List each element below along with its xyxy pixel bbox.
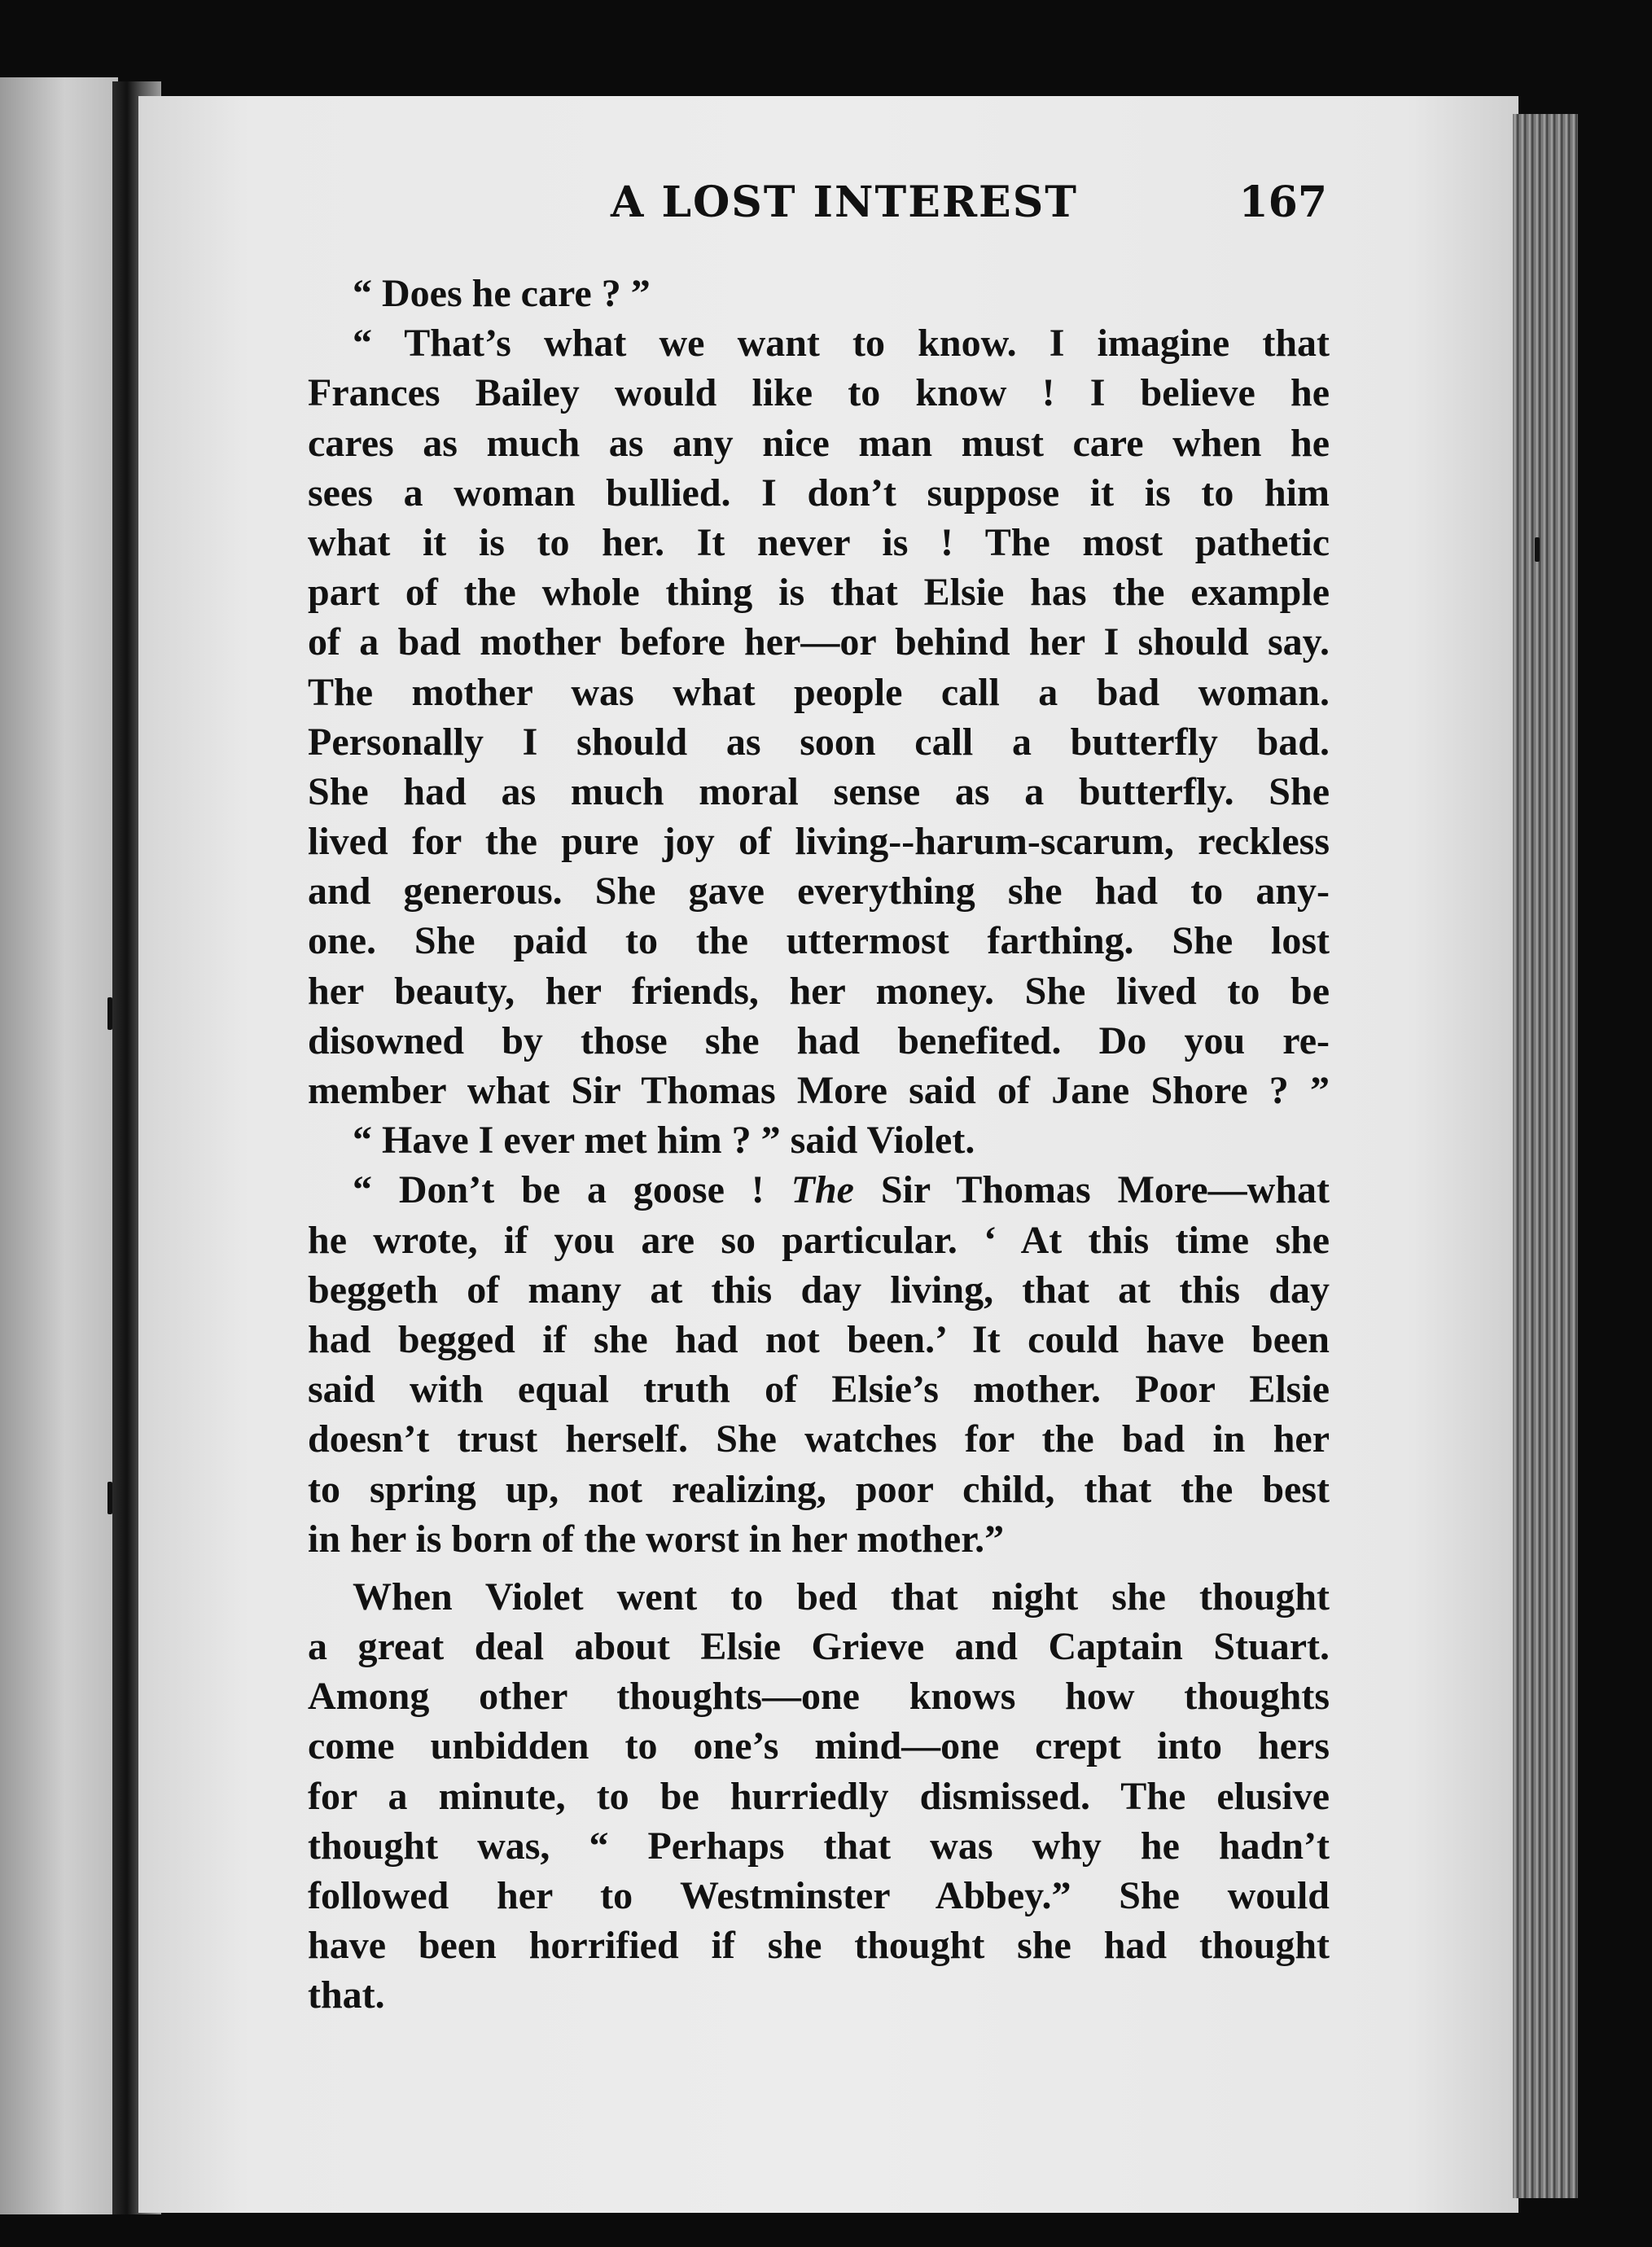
text-line: a great deal about Elsie Grieve and Captain Stuart. [308, 1625, 1330, 1669]
running-head [309, 177, 1327, 234]
text-line: to spring up, not realizing, poor child, that the best [308, 1467, 1330, 1511]
text-line: and generous. She gave everything she had to any- [308, 869, 1330, 913]
text-line: doesn’t trust herself. She watches for the bad in her [308, 1417, 1330, 1461]
edge-mark [107, 997, 112, 1030]
text-line: Frances Bailey would like to know ! I believe he [308, 371, 1330, 415]
running-title: A LOST INTEREST [611, 177, 1078, 227]
text-line: that. [308, 1973, 385, 2017]
text-line: what it is to her. It never is ! The most pathetic [308, 520, 1330, 564]
page-number: 167 [1238, 177, 1327, 227]
text-segment: “ Don’t be a goose ! [353, 1168, 765, 1212]
edge-mark [1535, 537, 1540, 562]
text-line: come unbidden to one’s mind—one crept into hers [308, 1724, 1330, 1768]
text-line: “ Have I ever met him ? ” said Violet. [353, 1119, 975, 1163]
text-line: part of the whole thing is that Elsie has the example [308, 571, 1330, 615]
text-line: beggeth of many at this day living, that at this day [308, 1268, 1330, 1312]
text-line: “ Does he care ? ” [353, 272, 651, 315]
text-line: lived for the pure joy of living--harum-scarum, reckless [308, 820, 1330, 864]
text-line: Among other thoughts—one knows how thoughts [308, 1675, 1330, 1719]
previous-page-edge [0, 77, 118, 2214]
text-line: member what Sir Thomas More said of Jane Shore ? ” [308, 1069, 1330, 1112]
text-line: disowned by those she had benefited. Do you re- [308, 1018, 1330, 1062]
text-line: had begged if she had not been.’ It could have been [308, 1317, 1330, 1361]
text-line: When Violet went to bed that night she thought [353, 1575, 1330, 1618]
text-line: Personally I should as soon call a butterfly bad. [308, 720, 1330, 764]
body-text [308, 269, 1330, 2021]
edge-mark [107, 1482, 112, 1514]
text-line: for a minute, to be hurriedly dismissed. The elusive [308, 1774, 1330, 1818]
text-line: he wrote, if you are so particular. ‘ At this time she [308, 1218, 1330, 1262]
text-line: She had as much moral sense as a butterfly. She [308, 769, 1330, 813]
page-block-edges [1513, 114, 1578, 2198]
text-line: “ That’s what we want to know. I imagine that [353, 322, 1330, 366]
italic-word: The [791, 1168, 854, 1212]
text-line [308, 1165, 1330, 1215]
text-line: have been horrified if she thought she had thought [308, 1924, 1330, 1968]
text-line: sees a woman bullied. I don’t suppose it is to him [308, 471, 1330, 515]
text-line: cares as much as any nice man must care when he [308, 421, 1330, 465]
text-line: The mother was what people call a bad woman. [308, 670, 1330, 714]
text-segment: Sir Thomas More—what [880, 1168, 1330, 1212]
text-line: said with equal truth of Elsie’s mother. Poor Elsie [308, 1368, 1330, 1412]
text-line: in her is born of the worst in her mother.” [308, 1517, 1005, 1561]
text-line: her beauty, her friends, her money. She lived to be [308, 969, 1330, 1013]
text-line: of a bad mother before her—or behind her I should say. [308, 620, 1330, 664]
text-line: followed her to Westminster Abbey.” She would [308, 1874, 1330, 1917]
text-line: one. She paid to the uttermost farthing. She lost [308, 919, 1330, 963]
text-line: thought was, “ Perhaps that was why he hadn’t [308, 1824, 1330, 1868]
